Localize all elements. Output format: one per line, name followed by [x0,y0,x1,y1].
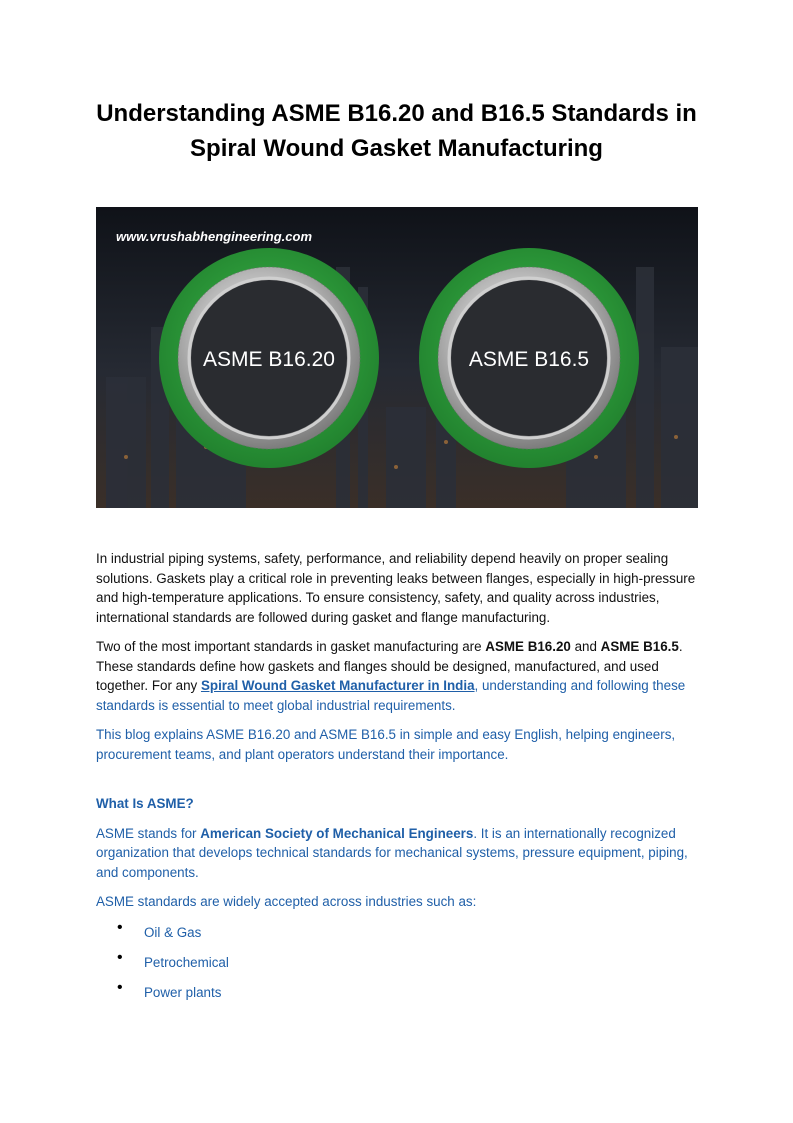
industries-intro-paragraph: ASME standards are widely accepted across industries such as: [96,894,477,909]
standards-paragraph: Two of the most important standards in gasket manufacturing are ASME B16.20 and ASME B16.5. These standards define how gaskets and flanges should be designed, manufactured, and used together. For any Spiral Wound Gasket Manufacturer in India, understanding and following these standards is essential to meet global industrial requirements. [96,639,686,713]
manufacturer-link[interactable]: Spiral Wound Gasket Manufacturer in India [200,678,475,693]
bullet-icon: • [117,918,123,936]
industries-list [96,918,696,1012]
gasket-left [159,248,379,468]
blog-summary-paragraph: This blog explains ASME B16.20 and ASME B16.5 in simple and easy English, helping engineers, procurement teams, and plant operators understand their importance. [96,727,676,762]
article-body [96,549,696,1012]
list-item: • Oil & Gas [117,918,202,940]
hero-image [96,207,698,508]
gasket-right [419,248,639,468]
image-watermark: www.vrushabhengineering.com [116,229,312,244]
asme-definition-paragraph: ASME stands for American Society of Mechanical Engineers. It is an internationally recognized organization that develops technical standards for mechanical systems, pressure equipment, piping, and components. [96,825,688,880]
gasket-right-label: ASME B16.5 [468,348,590,371]
document-title: Understanding ASME B16.20 and B16.5 Standards in Spiral Wound Gasket Manufacturing [96,100,697,162]
bullet-icon: • [117,978,123,996]
intro-paragraph: In industrial piping systems, safety, performance, and reliability depend heavily on proper sealing solutions. Gaskets play a critical role in preventing leaks between flanges, especially in high-pressure and high-temperature applications. To ensure consistency, safety, and quality across industries, international standards are followed during gasket and flange manufacturing. [96,551,696,625]
section-heading-what-is-asme: What Is ASME? [96,796,194,811]
bold-asme-b16-20: ASME B16.20 [485,639,571,654]
list-item: • Petrochemical [117,948,229,970]
bullet-icon: • [117,948,123,966]
gasket-left-label: ASME B16.20 [203,348,335,371]
bold-asme-b16-5: ASME B16.5 [600,639,679,654]
list-item: • Power plants [117,978,222,1000]
bold-asme-full-name: American Society of Mechanical Engineers [200,825,474,841]
